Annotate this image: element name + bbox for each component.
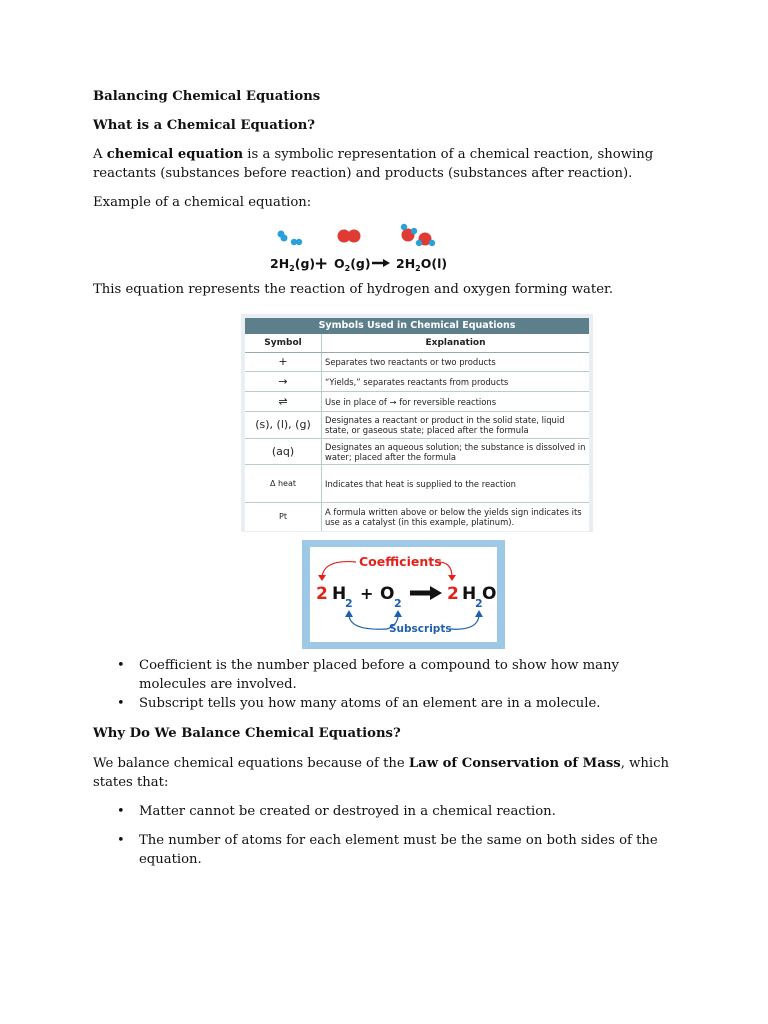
- bullet-text: Coefficient is the number placed before a compound to show how many molecules are involved.: [139, 658, 619, 692]
- eq-reactant1-sub: 2: [289, 264, 295, 273]
- formula-h-1: H: [332, 584, 347, 604]
- formula-o: O: [380, 584, 395, 604]
- table-row: [245, 439, 589, 465]
- bullet-list-law-2: [93, 831, 678, 869]
- bullet-text: Matter cannot be created or destroyed in a chemical reaction.: [139, 804, 556, 819]
- table-cell-symbol: Pt: [245, 503, 322, 531]
- law-paragraph: [93, 754, 678, 792]
- list-item: [93, 694, 678, 713]
- symbols-table-figure: [241, 314, 593, 532]
- subscript-3: 2: [475, 597, 483, 610]
- coefficients-diagram: [310, 547, 497, 642]
- section-heading-what: What is a Chemical Equation?: [93, 118, 316, 133]
- svg-text:2H2(g): [270, 256, 315, 273]
- yields-arrow-icon: [372, 259, 390, 267]
- list-item: [93, 831, 678, 869]
- formula-h-2: H: [462, 584, 477, 604]
- column-header-symbol: Symbol: [245, 334, 322, 353]
- table-header-row: [245, 334, 589, 353]
- law-post: , which states that:: [93, 756, 669, 790]
- bullet-dot-icon: •: [117, 696, 125, 711]
- formula-plus: +: [360, 584, 374, 603]
- subscripts-label: Subscripts: [389, 623, 452, 635]
- table-row: [245, 392, 589, 412]
- bullet-text: Subscript tells you how many atoms of an element are in a molecule.: [139, 696, 601, 711]
- example-label: Example of a chemical equation:: [93, 195, 312, 210]
- law-bold-term: Law of Conservation of Mass: [408, 756, 621, 771]
- table-row: [245, 372, 589, 392]
- table-cell-symbol: (aq): [245, 439, 322, 465]
- table-cell-explanation: Indicates that heat is supplied to the reaction: [322, 465, 590, 503]
- intro-bold-term: chemical equation: [106, 147, 244, 162]
- eq-product-sub: 2: [415, 264, 421, 273]
- subscript-1: 2: [345, 597, 353, 610]
- intro-paragraph: [93, 145, 678, 183]
- yields-arrow-icon: [410, 586, 442, 600]
- bullet-list-law: [93, 802, 678, 821]
- eq-plus: +: [314, 254, 329, 274]
- eq-product: 2H: [396, 256, 416, 271]
- water-molecules-icon: [401, 224, 435, 246]
- list-item: [93, 802, 678, 821]
- column-header-explanation: Explanation: [322, 334, 590, 353]
- symbols-table: [245, 334, 589, 531]
- hydrogen-molecules-icon: [278, 231, 303, 246]
- list-item: [93, 656, 678, 694]
- eq-reactant2: O: [334, 256, 345, 271]
- eq-reactant1-state: (g): [294, 256, 316, 271]
- symbols-table-title: Symbols Used in Chemical Equations: [245, 318, 589, 334]
- formula-o-2: O: [482, 584, 497, 604]
- table-cell-explanation: A formula written above or below the yields sign indicates its use as a catalyst (in this example, platinum).: [322, 503, 590, 531]
- table-cell-symbol: ⇌: [245, 392, 322, 412]
- table-cell-explanation: Separates two reactants or two products: [322, 353, 590, 372]
- coefficients-figure-panel: [310, 547, 497, 642]
- eq-reactant1: 2H: [270, 256, 290, 271]
- coefficient-1: 2: [316, 584, 328, 604]
- eq-reactant2-state: (g): [350, 256, 371, 271]
- eq-reactant2-sub: 2: [344, 264, 351, 273]
- eq-product-tail: O(l): [420, 256, 448, 271]
- bullet-dot-icon: •: [117, 658, 125, 673]
- table-row: [245, 503, 589, 531]
- table-cell-symbol: →: [245, 372, 322, 392]
- equation-caption: This equation represents the reaction of hydrogen and oxygen forming water.: [93, 282, 614, 297]
- table-row: [245, 412, 589, 439]
- table-cell-explanation: “Yields,” separates reactants from products: [322, 372, 590, 392]
- table-row: [245, 465, 589, 503]
- table-row: [245, 353, 589, 372]
- oxygen-molecule-icon: [338, 230, 361, 243]
- bullet-dot-icon: •: [117, 833, 125, 848]
- table-cell-explanation: Use in place of → for reversible reactions: [322, 392, 590, 412]
- svg-text:2H2O(l): [396, 256, 447, 273]
- subscript-2: 2: [394, 597, 402, 610]
- table-cell-symbol: (s), (l), (g): [245, 412, 322, 439]
- section-heading-why: Why Do We Balance Chemical Equations?: [93, 726, 401, 741]
- equation-figure: [262, 217, 467, 277]
- bullet-dot-icon: •: [117, 804, 125, 819]
- intro-pre: A: [93, 147, 107, 162]
- bullet-text: The number of atoms for each element must be the same on both sides of the equation.: [139, 833, 658, 867]
- coefficients-label: Coefficients: [359, 554, 442, 569]
- svg-text:O2(g): [334, 256, 371, 273]
- intro-post: is a symbolic representation of a chemical reaction, showing reactants (substances before reaction) and products (substances after reaction).: [93, 147, 654, 181]
- law-pre: We balance chemical equations because of the: [93, 756, 409, 771]
- document-title: Balancing Chemical Equations: [93, 89, 321, 104]
- bullet-list-terms: [93, 656, 678, 713]
- coefficient-2: 2: [447, 584, 459, 604]
- table-cell-explanation: Designates a reactant or product in the solid state, liquid state, or gaseous state; placed after the formula: [322, 412, 590, 439]
- table-cell-explanation: Designates an aqueous solution; the substance is dissolved in water; placed after the formula: [322, 439, 590, 465]
- table-cell-symbol: +: [245, 353, 322, 372]
- table-cell-symbol: Δ heat: [245, 465, 322, 503]
- coefficients-figure: [302, 540, 505, 649]
